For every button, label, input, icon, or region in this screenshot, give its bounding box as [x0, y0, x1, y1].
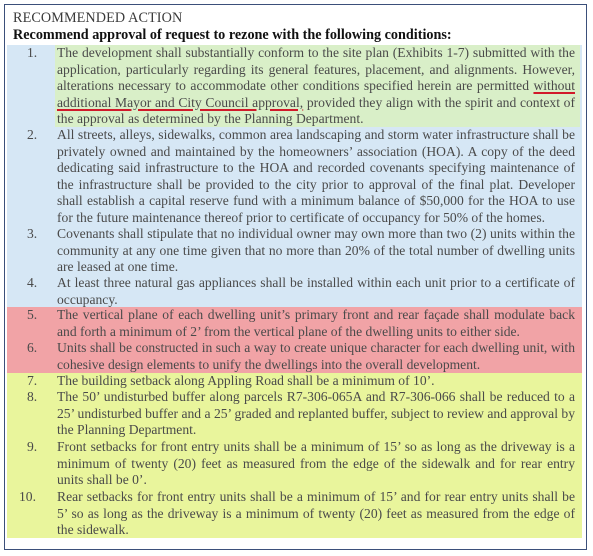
condition-number: 3. — [27, 226, 38, 241]
condition-text: The vertical plane of each dwelling unit’s primary front and rear façade shall modulate back and forth a minimum of 2’ from the vertical plane of the dwelling units to either side. — [57, 307, 575, 339]
recommended-action-box — [4, 4, 587, 550]
condition-text: Covenants shall stipulate that no individual owner may own more than two (2) units within the community at any one time given that no more than 20% of the total number of dwelling units are leased at one time. — [57, 226, 575, 274]
condition-text: Rear setbacks for front entry units shall be a minimum of 15’ and for rear entry units shall be 5’ so as long as the driveway is a minimum of twenty (20) feet as measured from the edge of the sidewalk. — [57, 489, 575, 537]
lead-text: Recommend approval of request to rezone with the following conditions: — [13, 27, 452, 43]
condition-item — [5, 489, 585, 539]
condition-item — [5, 389, 585, 439]
condition-text: Front setbacks for front entry units shall be a minimum of 15’ so as long as the driveway is a minimum of twenty (20) feet as measured from the edge of the sidewalk and for rear entry units shall be 0’. — [57, 439, 575, 487]
conditions-list — [5, 45, 585, 539]
condition-item — [5, 340, 585, 373]
condition-item — [5, 307, 585, 340]
condition-number: 10. — [19, 489, 36, 504]
condition-text — [57, 45, 575, 128]
condition-number: 4. — [27, 275, 38, 290]
condition-text-part: provided they align with the spirit and context of the approval as determined by the Planning Department. — [57, 94, 575, 126]
condition-number: 8. — [27, 389, 38, 404]
condition-item — [5, 373, 585, 389]
condition-item — [5, 439, 585, 489]
section-title: RECOMMENDED ACTION — [13, 10, 183, 26]
condition-text: The 50’ undisturbed buffer along parcels R7-306-065A and R7-306-066 shall be reduced to a 25’ undisturbed buffer and a 25’ graded and replanted buffer, subject to review and approval by the Planning Department. — [57, 389, 575, 437]
condition-number: 9. — [27, 439, 38, 454]
condition-text-part: The development shall substantially conform to the site plan (Exhibits 1-7) submitted with the application, particularly regarding its general features, placement, and alignments. However, alterations necessary to accommodate other conditions specified herein are permitted — [57, 45, 575, 93]
condition-item — [5, 127, 585, 226]
condition-text-underlined: without additional Mayor and City Council approval, — [57, 78, 575, 110]
condition-text: Units shall be constructed in such a way to create unique character for each dwelling unit, with cohesive design elements to unify the dwellings into the overall development. — [57, 340, 575, 372]
condition-number: 2. — [27, 127, 38, 142]
condition-text: The building setback along Appling Road shall be a minimum of 10’. — [57, 373, 435, 388]
condition-number: 7. — [27, 373, 38, 388]
condition-number: 5. — [27, 307, 38, 322]
condition-text: At least three natural gas appliances shall be installed within each unit prior to a certificate of occupancy. — [57, 275, 575, 307]
condition-item — [5, 45, 585, 127]
condition-number: 6. — [27, 340, 38, 355]
condition-number: 1. — [27, 45, 38, 60]
condition-item — [5, 275, 585, 307]
condition-item — [5, 226, 585, 275]
condition-text: All streets, alleys, sidewalks, common area landscaping and storm water infrastructure shall be privately owned and maintained by the homeowners’ association (HOA). A copy of the deed dedicating said infrastructure to the HOA and recorded covenants specifying maintenance of the infrastructure shall be provided to the city prior to approval of the final plat. Developer shall establish a capital reserve fund with a minimum balance of $50,000 for the HOA to use for the future maintenance thereof prior to certificate of occupancy for 50% of the homes. — [57, 127, 575, 225]
